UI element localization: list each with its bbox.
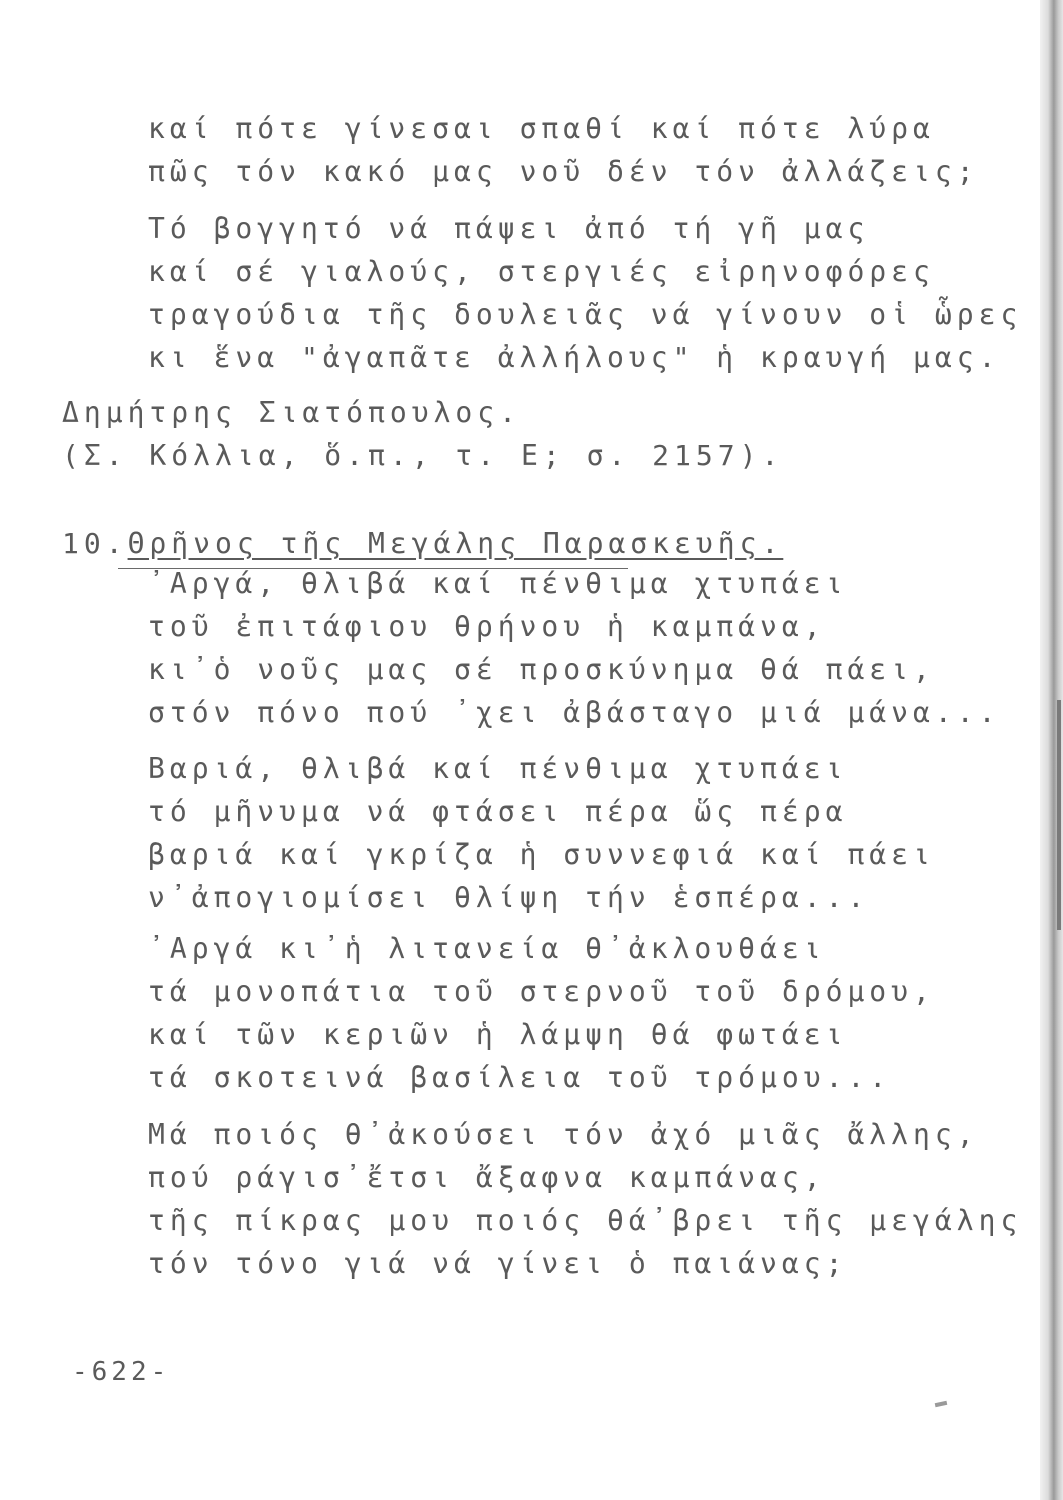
poem-line: τραγούδια τῆς δουλειᾶς νά γίνουν οἱ ὧρες	[148, 298, 1023, 331]
poem-line: κι᾽ὁ νοῦς μας σέ προσκύνημα θά πάει,	[148, 653, 935, 686]
poem-line: Μά ποιός θ᾽ἀκούσει τόν ἀχό μιᾶς ἄλλης,	[148, 1118, 979, 1151]
poem-line: τά μονοπάτια τοῦ στερνοῦ τοῦ δρόμου,	[148, 975, 935, 1008]
spine-shadow	[1057, 700, 1061, 930]
ink-smudge	[935, 1401, 948, 1407]
poem-line: τά σκοτεινά βασίλεια τοῦ τρόμου...	[148, 1061, 892, 1094]
poem-line: τό μῆνυμα νά φτάσει πέρα ὥς πέρα	[148, 795, 848, 828]
poem-line: πῶς τόν κακό μας νοῦ δέν τόν ἀλλάζεις;	[148, 155, 979, 188]
poem-line: τῆς πίκρας μου ποιός θά᾽βρει τῆς μεγάλης	[148, 1204, 1023, 1237]
poem-line: κι ἕνα "ἀγαπᾶτε ἀλλήλους" ἡ κραυγή μας.	[148, 341, 1001, 374]
page-number: -622-	[72, 1357, 171, 1387]
author-name: Δημήτρης Σιατόπουλος.	[62, 396, 522, 429]
section-heading	[62, 527, 783, 561]
poem-line: καί πότε γίνεσαι σπαθί καί πότε λύρα	[148, 112, 935, 145]
poem-line: βαριά καί γκρίζα ἡ συννεφιά καί πάει	[148, 838, 935, 871]
poem-line: ᾽Αργά, θλιβά καί πένθιμα χτυπάει	[148, 567, 848, 600]
poem-line: τοῦ ἐπιτάφιου θρήνου ἡ καμπάνα,	[148, 610, 826, 643]
binding-spine	[1040, 0, 1063, 1500]
source-citation: (Σ. Κόλλια, ὅ.π., τ. Ε; σ. 2157).	[62, 439, 784, 472]
poem-line: ν᾽ἀπογιομίσει θλίψη τήν ἑσπέρα...	[148, 881, 870, 914]
poem-line: ᾽Αργά κι᾽ἡ λιτανεία θ᾽ἀκλουθάει	[148, 932, 826, 965]
poem-line: καί τῶν κεριῶν ἡ λάμψη θά φωτάει	[148, 1018, 848, 1051]
section-number: 10.	[62, 527, 128, 560]
poem-line: Βαριά, θλιβά καί πένθιμα χτυπάει	[148, 752, 848, 785]
poem-line: στόν πόνο πού ᾽χει ἀβάσταγο μιά μάνα...	[148, 696, 1001, 729]
section-title: Θρῆνος τῆς Μεγάλης Παρασκευῆς.	[127, 527, 784, 560]
poem-line: πού ράγισ᾽ἔτσι ἄξαφνα καμπάνας,	[148, 1161, 826, 1194]
poem-line: καί σέ γιαλούς, στεργιές εἰρηνοφόρες	[148, 255, 935, 288]
poem-line: Τό βογγητό νά πάψει ἀπό τή γῆ μας	[148, 212, 870, 245]
poem-line: τόν τόνο γιά νά γίνει ὁ παιάνας;	[148, 1247, 848, 1280]
